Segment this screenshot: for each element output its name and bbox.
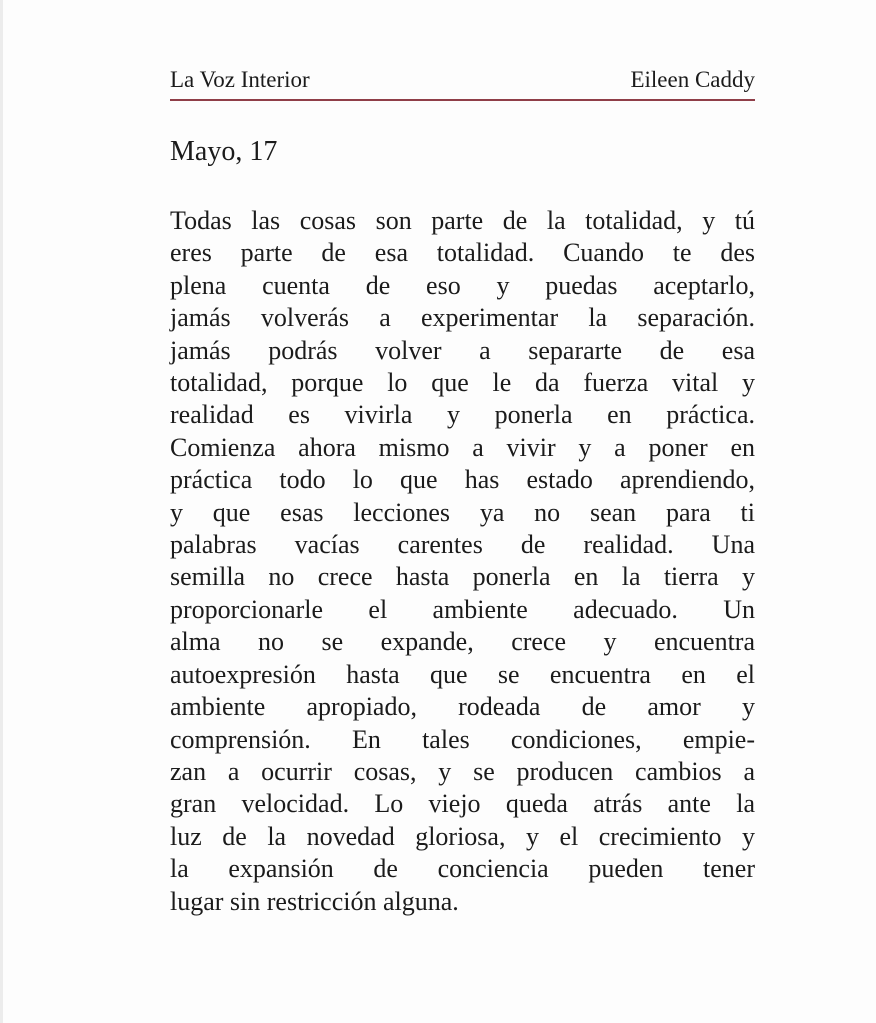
text-line: proporcionarle el ambiente adecuado. Un [170, 594, 755, 624]
text-line: práctica todo lo que has estado aprendiendo, [170, 465, 755, 495]
date-heading: Mayo, 17 [170, 136, 278, 167]
author-name: Eileen Caddy [630, 67, 755, 92]
text-line: semilla no crece hasta ponerla en la tierra y [170, 562, 755, 592]
text-line: la expansión de conciencia pueden tener [170, 854, 755, 884]
text-line: lugar sin restricción alguna. [170, 886, 459, 916]
text-line: luz de la novedad gloriosa, y el crecimiento y [170, 821, 755, 851]
text-line: gran velocidad. Lo viejo queda atrás ante la [170, 789, 755, 819]
text-line: plena cuenta de eso y puedas aceptarlo, [170, 270, 755, 300]
text-line: comprensión. En tales condiciones, empie- [170, 724, 755, 754]
text-line: totalidad, porque lo que le da fuerza vital y [170, 368, 755, 398]
text-line: alma no se expande, crece y encuentra [170, 627, 755, 657]
text-line: realidad es vivirla y ponerla en práctica. [170, 400, 755, 430]
entry-paragraph [170, 205, 755, 918]
text-line: ambiente apropiado, rodeada de amor y [170, 692, 755, 722]
text-line: zan a ocurrir cosas, y se producen cambios a [170, 756, 755, 786]
text-line: y que esas lecciones ya no sean para ti [170, 497, 755, 527]
text-line: jamás podrás volver a separarte de esa [170, 335, 755, 365]
text-line: eres parte de esa totalidad. Cuando te des [170, 238, 755, 268]
text-line: Todas las cosas son parte de la totalidad, y tú [170, 206, 755, 235]
text-line: jamás volverás a experimentar la separación. [170, 303, 755, 333]
page-header [170, 66, 755, 101]
text-line: palabras vacías carentes de realidad. Una [170, 530, 755, 560]
text-line: Comienza ahora mismo a vivir y a poner en [170, 432, 755, 462]
book-title: La Voz Interior [170, 67, 310, 92]
text-line: autoexpresión hasta que se encuentra en el [170, 659, 755, 689]
